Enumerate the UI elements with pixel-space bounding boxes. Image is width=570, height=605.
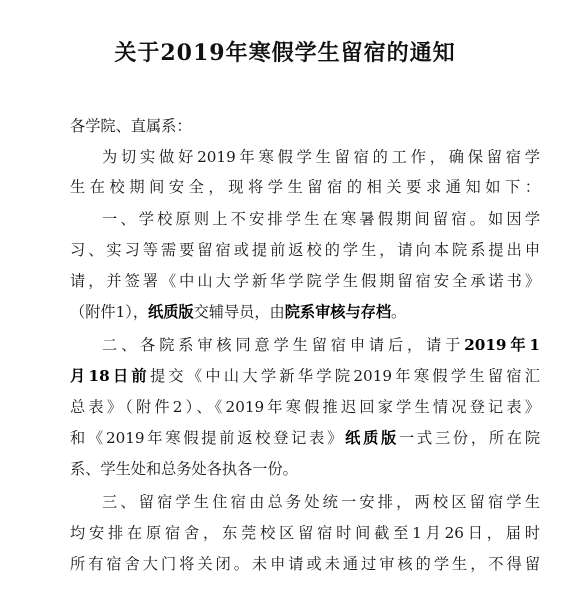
text-span: 和《2019年寒假提前返校登记表》 [70, 429, 346, 447]
text-span: 提交《中山大学新华学院2019年寒假学生留宿汇 [149, 367, 540, 385]
item2-line-4 [70, 428, 540, 448]
bold-dept-review: 院系审核与存档 [284, 303, 392, 321]
text-span: （附件1）， [70, 303, 149, 321]
text-span: 一式三份，所在院 [399, 429, 541, 447]
item2-line-2 [70, 366, 540, 386]
item2-line-3: 总表》（附件2）、《2019年寒假推迟回家学生情况登记表》 [70, 398, 540, 416]
document-title: 关于2019年寒假学生留宿的通知 [114, 40, 456, 66]
text-span: 交辅导员，由 [193, 303, 285, 321]
item3-line-2: 均安排在原宿舍，东莞校区留宿时间截至1月26日，届时 [70, 524, 540, 542]
bold-paper-version: 纸质版 [148, 303, 194, 321]
bold-deadline-date: 月18日前 [70, 367, 150, 385]
intro-line-1: 为切实做好2019年寒假学生留宿的工作，确保留宿学 [102, 148, 540, 166]
item1-line-4 [70, 302, 540, 322]
item2-line-1 [102, 335, 540, 355]
intro-line-2: 生在校期间安全，现将学生留宿的相关要求通知如下： [70, 178, 540, 196]
item3-line-1: 三、留宿学生住宿由总务处统一安排，两校区留宿学生 [102, 493, 540, 511]
text-span: 二、各院系审核同意学生留宿申请后，请于 [102, 336, 465, 354]
item1-line-2: 习、实习等需要留宿或提前返校的学生，请向本院系提出申 [70, 241, 540, 259]
item1-line-1: 一、学校原则上不安排学生在寒暑假期间留宿。如因学 [102, 210, 540, 228]
item3-line-3: 所有宿舍大门将关闭。未申请或未通过审核的学生，不得留 [70, 555, 540, 573]
text-span: 。 [391, 303, 407, 321]
item1-line-3: 请，并签署《中山大学新华学院学生假期留宿安全承诺书》 [70, 272, 540, 290]
item2-line-5: 系、学生处和总务处各执各一份。 [70, 460, 298, 478]
bold-deadline-part: 2019年1 [464, 336, 540, 354]
salutation: 各学院、直属系： [70, 117, 192, 135]
bold-paper-version: 纸质版 [345, 429, 400, 447]
